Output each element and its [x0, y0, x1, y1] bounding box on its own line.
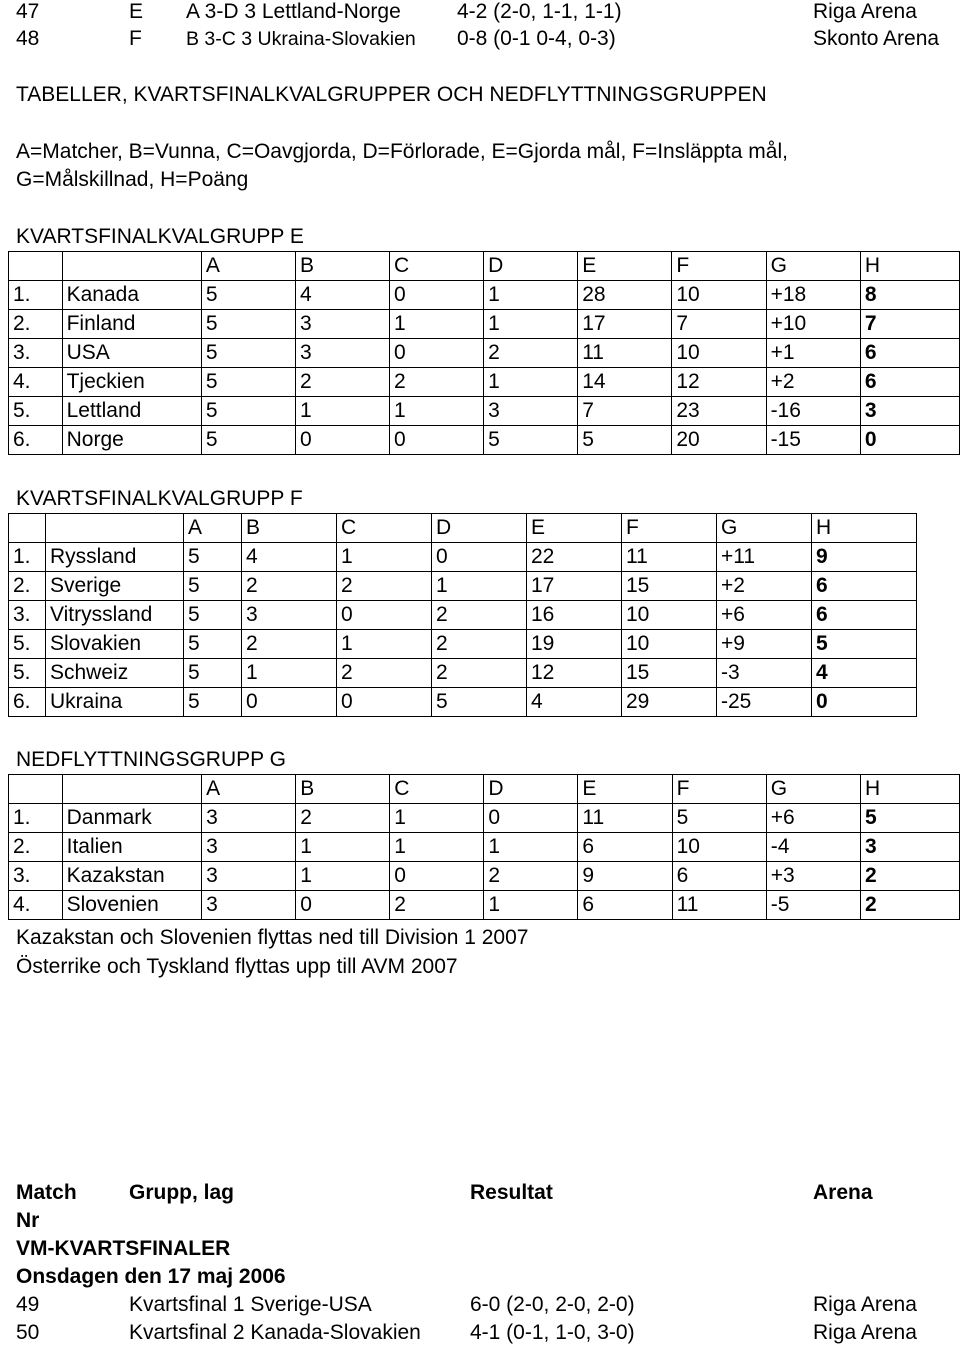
column-header: F — [672, 252, 766, 281]
stat-cell: 2 — [242, 630, 337, 659]
stat-cell: 0 — [390, 281, 484, 310]
column-header: G — [766, 252, 860, 281]
stat-cell: 1 — [484, 281, 578, 310]
stat-cell: 10 — [672, 339, 766, 368]
team-cell: Ryssland — [46, 543, 184, 572]
match-result: 4-2 (2-0, 1-1, 1-1) — [457, 0, 622, 23]
table-row — [9, 833, 960, 862]
table-row — [9, 688, 917, 717]
points-cell: 6 — [812, 601, 917, 630]
points-cell: 6 — [860, 368, 959, 397]
stat-cell: 9 — [578, 862, 672, 891]
header-match: Match — [16, 1181, 77, 1204]
stat-cell: 1 — [296, 833, 390, 862]
stat-cell: 1 — [296, 862, 390, 891]
stat-cell: -4 — [766, 833, 860, 862]
stat-cell: 1 — [484, 310, 578, 339]
group-title-f: KVARTSFINALKVALGRUPP F — [16, 487, 303, 510]
team-cell: Slovenien — [62, 891, 202, 920]
column-header: B — [295, 252, 389, 281]
points-cell: 9 — [812, 543, 917, 572]
column-header: H — [812, 514, 917, 543]
points-cell: 6 — [860, 339, 959, 368]
points-cell: 5 — [860, 804, 959, 833]
team-cell: Finland — [62, 310, 201, 339]
header-grupp: Grupp, lag — [129, 1181, 234, 1204]
stat-cell: 0 — [390, 426, 484, 455]
stat-cell: -5 — [766, 891, 860, 920]
stat-cell: 1 — [295, 397, 389, 426]
table-row — [9, 601, 917, 630]
team-cell: Kanada — [62, 281, 201, 310]
stat-cell: 2 — [242, 572, 337, 601]
stat-cell: 6 — [578, 833, 672, 862]
stat-cell: 1 — [242, 659, 337, 688]
stat-cell: 5 — [201, 281, 295, 310]
stat-cell: 7 — [672, 310, 766, 339]
stat-cell: 5 — [184, 659, 242, 688]
column-header: E — [527, 514, 622, 543]
points-cell: 0 — [860, 426, 959, 455]
stat-cell: 1 — [390, 310, 484, 339]
match-game: B 3-C 3 Ukraina-Slovakien — [186, 28, 416, 50]
table-row — [9, 891, 960, 920]
rank-cell: 1. — [9, 804, 63, 833]
column-header: A — [184, 514, 242, 543]
stat-cell: 6 — [578, 891, 672, 920]
stat-cell: 2 — [432, 659, 527, 688]
note-promotion: Österrike och Tyskland flyttas upp till AVM 2007 — [16, 955, 458, 978]
team-cell: Tjeckien — [62, 368, 201, 397]
team-cell: Kazakstan — [62, 862, 202, 891]
rank-cell: 3. — [9, 339, 63, 368]
section-title: TABELLER, KVARTSFINALKVALGRUPPER OCH NEDFLYTTNINGSGRUPPEN — [16, 83, 767, 106]
stat-cell: +1 — [766, 339, 860, 368]
stat-cell: 2 — [432, 601, 527, 630]
table-row — [9, 397, 960, 426]
stat-cell: 0 — [390, 339, 484, 368]
stat-cell: -3 — [717, 659, 812, 688]
match-arena: Riga Arena — [813, 0, 917, 23]
stat-cell: 10 — [672, 833, 766, 862]
group-title-e: KVARTSFINALKVALGRUPP E — [16, 225, 304, 248]
stat-cell: 2 — [390, 368, 484, 397]
stat-cell: 0 — [337, 601, 432, 630]
empty-header-cell — [9, 252, 63, 281]
match-row — [0, 27, 960, 55]
team-cell: Slovakien — [46, 630, 184, 659]
stat-cell: 5 — [184, 601, 242, 630]
stat-cell: 23 — [672, 397, 766, 426]
header-arena: Arena — [813, 1181, 873, 1204]
rank-cell: 2. — [9, 572, 46, 601]
stat-cell: 5 — [201, 397, 295, 426]
points-cell: 0 — [812, 688, 917, 717]
stat-cell: 0 — [432, 543, 527, 572]
table-row — [9, 659, 917, 688]
stat-cell: 2 — [295, 368, 389, 397]
rank-cell: 6. — [9, 688, 46, 717]
stat-cell: 4 — [527, 688, 622, 717]
stat-cell: +6 — [766, 804, 860, 833]
match-result: 6-0 (2-0, 2-0, 2-0) — [470, 1293, 635, 1316]
header-resultat: Resultat — [470, 1181, 553, 1204]
team-cell: Sverige — [46, 572, 184, 601]
stat-cell: 5 — [184, 688, 242, 717]
stat-cell: 1 — [484, 368, 578, 397]
stat-cell: 0 — [295, 426, 389, 455]
stat-cell: 10 — [622, 630, 717, 659]
match-game: Kvartsfinal 2 Kanada-Slovakien — [129, 1321, 421, 1344]
stat-cell: 5 — [201, 368, 295, 397]
stat-cell: 3 — [202, 833, 296, 862]
match-arena: Skonto Arena — [813, 27, 940, 50]
stat-cell: 3 — [295, 339, 389, 368]
team-cell: Vitryssland — [46, 601, 184, 630]
empty-header-cell — [62, 252, 201, 281]
table-row — [9, 862, 960, 891]
column-header: B — [296, 775, 390, 804]
stat-cell: 5 — [184, 572, 242, 601]
match-row — [0, 0, 960, 28]
date-line: Onsdagen den 17 maj 2006 — [16, 1265, 286, 1288]
rank-cell: 4. — [9, 891, 63, 920]
stat-cell: 5 — [672, 804, 766, 833]
match-nr: 48 — [16, 27, 40, 50]
points-cell: 6 — [812, 572, 917, 601]
stat-cell: +3 — [766, 862, 860, 891]
points-cell: 2 — [860, 862, 959, 891]
column-header: D — [432, 514, 527, 543]
stat-cell: 28 — [578, 281, 672, 310]
stat-cell: 3 — [202, 804, 296, 833]
column-header: D — [484, 252, 578, 281]
stat-cell: 1 — [390, 397, 484, 426]
table-row — [9, 339, 960, 368]
column-header: D — [484, 775, 578, 804]
table-row — [9, 426, 960, 455]
column-header: G — [766, 775, 860, 804]
header-nr: Nr — [16, 1209, 40, 1232]
column-header: G — [717, 514, 812, 543]
stat-cell: 2 — [337, 659, 432, 688]
column-header: C — [337, 514, 432, 543]
stat-cell: 3 — [242, 601, 337, 630]
column-header: A — [201, 252, 295, 281]
stat-cell: 10 — [622, 601, 717, 630]
stat-cell: 5 — [201, 310, 295, 339]
empty-header-cell — [9, 775, 63, 804]
team-cell: USA — [62, 339, 201, 368]
match-row — [0, 1321, 960, 1349]
match-row — [0, 1293, 960, 1321]
rank-cell: 5. — [9, 659, 46, 688]
stat-cell: 15 — [622, 659, 717, 688]
stat-cell: 7 — [578, 397, 672, 426]
points-cell: 3 — [860, 833, 959, 862]
rank-cell: 1. — [9, 281, 63, 310]
team-cell: Norge — [62, 426, 201, 455]
points-cell: 8 — [860, 281, 959, 310]
rank-cell: 2. — [9, 310, 63, 339]
stat-cell: 15 — [622, 572, 717, 601]
table-header-row — [9, 514, 917, 543]
match-nr: 50 — [16, 1321, 40, 1344]
stat-cell: 4 — [295, 281, 389, 310]
points-cell: 7 — [860, 310, 959, 339]
stat-cell: 2 — [432, 630, 527, 659]
group-title-g: NEDFLYTTNINGSGRUPP G — [16, 748, 286, 771]
rank-cell: 1. — [9, 543, 46, 572]
column-header: F — [672, 775, 766, 804]
stat-cell: +2 — [717, 572, 812, 601]
empty-header-cell — [46, 514, 184, 543]
stat-cell: 4 — [242, 543, 337, 572]
stat-cell: 11 — [578, 339, 672, 368]
stat-cell: -15 — [766, 426, 860, 455]
points-cell: 3 — [860, 397, 959, 426]
stat-cell: -25 — [717, 688, 812, 717]
empty-header-cell — [62, 775, 202, 804]
stat-cell: 14 — [578, 368, 672, 397]
table-header-row — [9, 775, 960, 804]
stat-cell: 2 — [390, 891, 484, 920]
stat-cell: 1 — [484, 891, 578, 920]
stat-cell: +18 — [766, 281, 860, 310]
points-cell: 5 — [812, 630, 917, 659]
stat-cell: 1 — [337, 630, 432, 659]
stat-cell: 19 — [527, 630, 622, 659]
stat-cell: 10 — [672, 281, 766, 310]
stat-cell: 3 — [295, 310, 389, 339]
stat-cell: 5 — [184, 543, 242, 572]
stat-cell: 0 — [337, 688, 432, 717]
table-row — [9, 630, 917, 659]
stat-cell: 11 — [672, 891, 766, 920]
rank-cell: 5. — [9, 630, 46, 659]
legend-line-1: A=Matcher, B=Vunna, C=Oavgjorda, D=Förlorade, E=Gjorda mål, F=Insläppta mål, — [16, 140, 788, 163]
stat-cell: 2 — [296, 804, 390, 833]
match-result: 0-8 (0-1 0-4, 0-3) — [457, 27, 616, 50]
match-arena: Riga Arena — [813, 1321, 917, 1344]
stat-cell: 2 — [484, 339, 578, 368]
stat-cell: 1 — [337, 543, 432, 572]
team-cell: Lettland — [62, 397, 201, 426]
match-result: 4-1 (0-1, 1-0, 3-0) — [470, 1321, 635, 1344]
stat-cell: 5 — [201, 339, 295, 368]
stat-cell: 22 — [527, 543, 622, 572]
team-cell: Italien — [62, 833, 202, 862]
stat-cell: -16 — [766, 397, 860, 426]
stat-cell: 1 — [484, 833, 578, 862]
stat-cell: 16 — [527, 601, 622, 630]
standings-table-e — [8, 251, 960, 455]
stat-cell: +6 — [717, 601, 812, 630]
rank-cell: 6. — [9, 426, 63, 455]
stat-cell: 5 — [484, 426, 578, 455]
rank-cell: 2. — [9, 833, 63, 862]
column-header: H — [860, 252, 959, 281]
stat-cell: 5 — [184, 630, 242, 659]
stat-cell: 11 — [578, 804, 672, 833]
match-arena: Riga Arena — [813, 1293, 917, 1316]
column-header: E — [578, 252, 672, 281]
standings-table-g — [8, 774, 960, 920]
column-header: C — [390, 775, 484, 804]
quarterfinals-title: VM-KVARTSFINALER — [16, 1237, 231, 1260]
empty-header-cell — [9, 514, 46, 543]
stat-cell: 5 — [432, 688, 527, 717]
column-header: E — [578, 775, 672, 804]
table-row — [9, 804, 960, 833]
stat-cell: 3 — [202, 862, 296, 891]
stat-cell: 17 — [527, 572, 622, 601]
table-row — [9, 310, 960, 339]
table-row — [9, 368, 960, 397]
stat-cell: 2 — [484, 862, 578, 891]
note-relegation: Kazakstan och Slovenien flyttas ned till Division 1 2007 — [16, 926, 529, 949]
stat-cell: 5 — [578, 426, 672, 455]
table-row — [9, 572, 917, 601]
match-group: F — [129, 27, 142, 50]
stat-cell: 0 — [242, 688, 337, 717]
stat-cell: 12 — [527, 659, 622, 688]
legend-line-2: G=Målskillnad, H=Poäng — [16, 168, 249, 191]
stat-cell: +9 — [717, 630, 812, 659]
points-cell: 2 — [860, 891, 959, 920]
team-cell: Schweiz — [46, 659, 184, 688]
points-cell: 4 — [812, 659, 917, 688]
stat-cell: +2 — [766, 368, 860, 397]
stat-cell: 3 — [202, 891, 296, 920]
team-cell: Danmark — [62, 804, 202, 833]
stat-cell: 6 — [672, 862, 766, 891]
stat-cell: 0 — [484, 804, 578, 833]
column-header: A — [202, 775, 296, 804]
match-game: Kvartsfinal 1 Sverige-USA — [129, 1293, 372, 1316]
standings-table-f — [8, 513, 917, 717]
column-header: H — [860, 775, 959, 804]
column-header: C — [390, 252, 484, 281]
match-game: A 3-D 3 Lettland-Norge — [186, 0, 401, 23]
stat-cell: 20 — [672, 426, 766, 455]
team-cell: Ukraina — [46, 688, 184, 717]
stat-cell: 1 — [432, 572, 527, 601]
table-row — [9, 281, 960, 310]
rank-cell: 5. — [9, 397, 63, 426]
stat-cell: 29 — [622, 688, 717, 717]
column-header: B — [242, 514, 337, 543]
table-row — [9, 543, 917, 572]
rank-cell: 4. — [9, 368, 63, 397]
rank-cell: 3. — [9, 862, 63, 891]
column-header: F — [622, 514, 717, 543]
stat-cell: 0 — [296, 891, 390, 920]
match-nr: 47 — [16, 0, 40, 23]
stat-cell: +11 — [717, 543, 812, 572]
stat-cell: 12 — [672, 368, 766, 397]
stat-cell: +10 — [766, 310, 860, 339]
stat-cell: 5 — [201, 426, 295, 455]
stat-cell: 0 — [390, 862, 484, 891]
stat-cell: 1 — [390, 804, 484, 833]
rank-cell: 3. — [9, 601, 46, 630]
stat-cell: 11 — [622, 543, 717, 572]
stat-cell: 17 — [578, 310, 672, 339]
match-group: E — [129, 0, 144, 23]
table-header-row — [9, 252, 960, 281]
stat-cell: 1 — [390, 833, 484, 862]
match-nr: 49 — [16, 1293, 40, 1316]
stat-cell: 3 — [484, 397, 578, 426]
stat-cell: 2 — [337, 572, 432, 601]
